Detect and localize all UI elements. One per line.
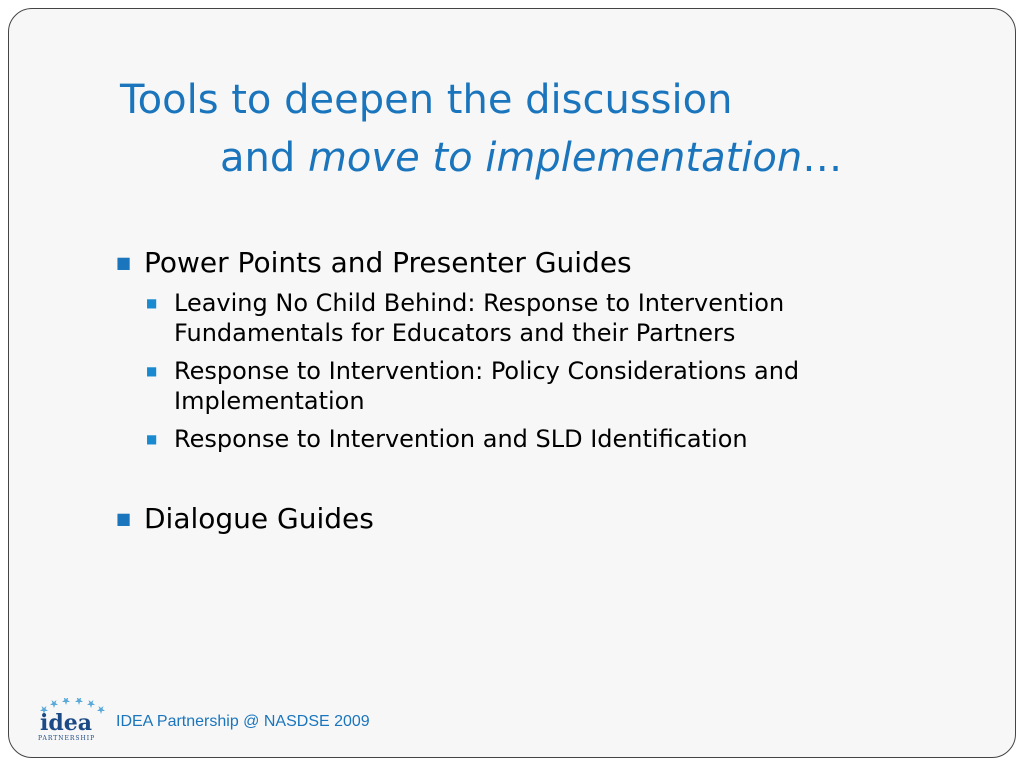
sub-bullet-label: Leaving No Child Behind: Response to Intervention Fundamentals for Educators and their Partners [174, 288, 785, 347]
bullet-label: Power Points and Presenter Guides [144, 246, 632, 279]
title-line-2 [120, 135, 843, 181]
square-bullet-icon: ■ [146, 295, 158, 310]
footer-text: IDEA Partnership @ NASDSE 2009 [116, 713, 370, 730]
slide-content [116, 246, 936, 535]
sub-bullet-item [146, 356, 936, 416]
slide-footer [34, 698, 370, 746]
bullet-item [116, 502, 936, 536]
sub-bullet-list [146, 288, 936, 454]
title-line-2-suffix: … [802, 135, 843, 181]
sub-bullet-label: Response to Intervention and SLD Identification [174, 424, 748, 453]
square-bullet-icon: ■ [116, 253, 132, 272]
logo-subtext: PARTNERSHIP [38, 735, 96, 742]
bullet-item [116, 246, 936, 280]
square-bullet-icon: ■ [116, 508, 132, 528]
slide-title [120, 77, 843, 181]
square-bullet-icon: ■ [146, 431, 158, 446]
square-bullet-icon: ■ [146, 363, 158, 378]
title-line-2-prefix: and [220, 135, 308, 181]
title-line-1: Tools to deepen the discussion [120, 77, 733, 123]
idea-partnership-logo [34, 698, 112, 746]
sub-bullet-label: Response to Intervention: Policy Considerations and Implementation [174, 356, 800, 415]
bullet-label: Dialogue Guides [144, 501, 374, 535]
logo-text: idea [40, 710, 92, 736]
sub-bullet-item [146, 424, 936, 454]
title-line-2-emphasis: move to implementation [307, 135, 803, 181]
sub-bullet-item [146, 288, 936, 348]
